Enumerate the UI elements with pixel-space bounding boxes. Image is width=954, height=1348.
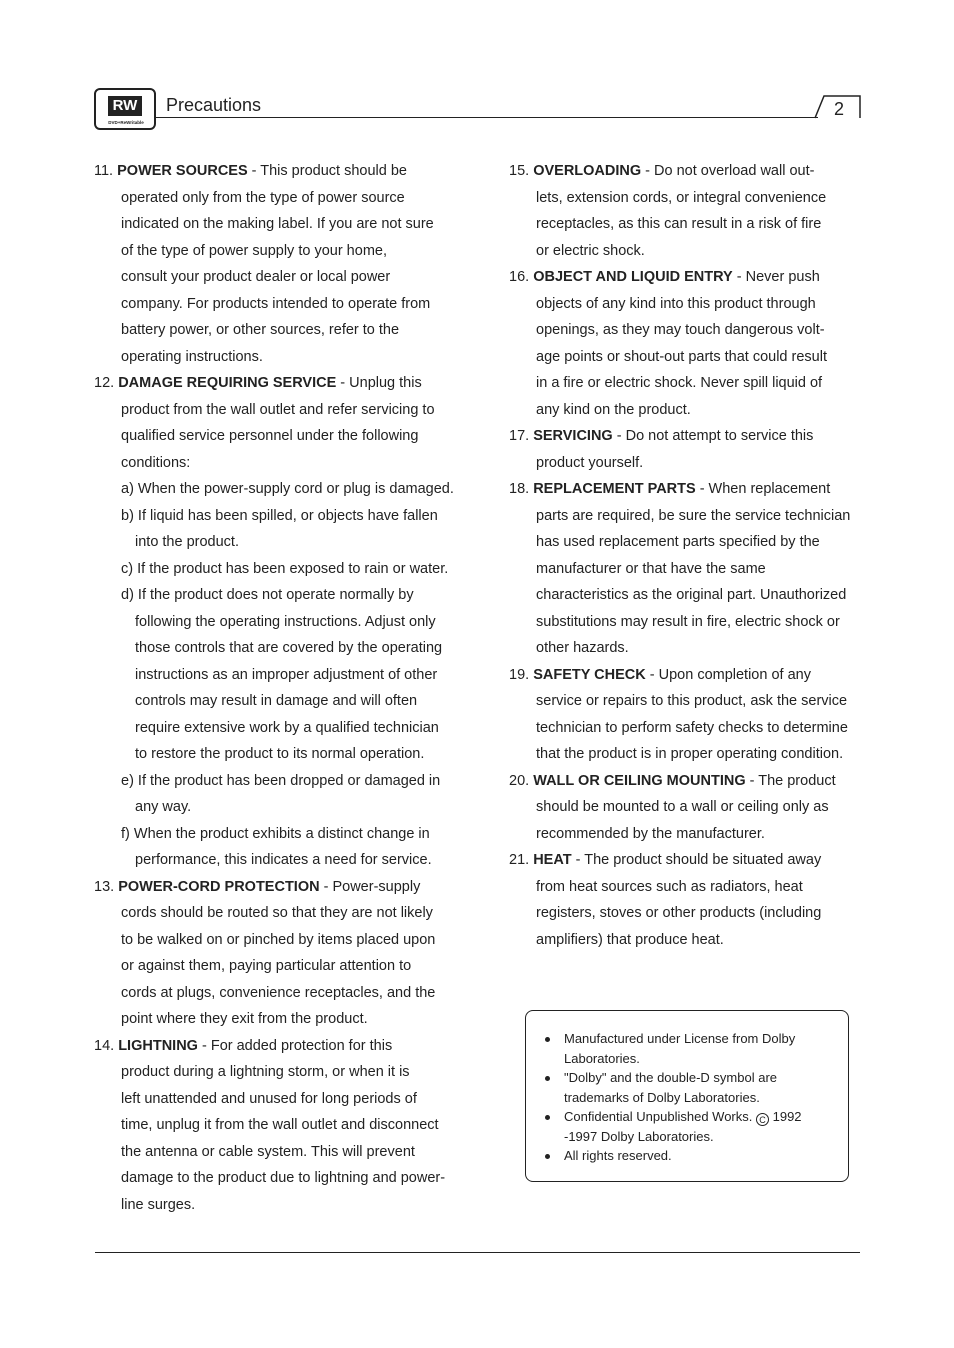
item-heading-text: - The product should be situated away (571, 852, 822, 868)
item-number: 13. (94, 878, 115, 895)
condition-heading: a) When the power-supply cord or plug is damaged. (121, 481, 454, 497)
precaution-heading (509, 264, 869, 291)
condition-text-line: those controls that are covered by the operating (135, 640, 443, 656)
item-text-line: cords should be routed so that they are not likely (121, 905, 433, 921)
item-text-line: operating instructions. (121, 348, 263, 365)
precaution-item (509, 662, 869, 768)
item-text-line: from heat sources such as radiators, heat (536, 878, 803, 895)
item-text-line: line surges. (121, 1196, 196, 1213)
rw-logo-subtext: DVD+ReWritable (108, 120, 144, 125)
item-text-line: left unattended and unused for long periods of (121, 1090, 417, 1107)
condition-item (94, 556, 474, 583)
condition-text-line: require extensive work by a qualified technician (135, 719, 439, 736)
copyright-icon: C (756, 1113, 769, 1126)
item-number: 21. (509, 852, 530, 868)
right-column (509, 158, 869, 953)
dolby-notice-item: Manufactured under License from Dolby Laboratories. (564, 1029, 834, 1068)
precaution-item (509, 423, 869, 476)
dolby-notice-item (564, 1107, 834, 1146)
condition-text-line: to restore the product to its normal operation. (135, 746, 425, 762)
item-heading-text: - Power-supply (319, 878, 421, 895)
condition-item (94, 768, 474, 821)
item-number: 19. (509, 666, 530, 683)
item-text-line: in a fire or electric shock. Never spill liquid of (536, 375, 823, 391)
dolby-notice-box (525, 1010, 849, 1182)
condition-heading: e) If the product has been dropped or damaged in (121, 772, 441, 789)
precaution-item (509, 158, 869, 264)
precaution-heading (94, 158, 474, 185)
item-heading-text: - Do not attempt to service this (612, 428, 814, 444)
dolby-notice-list (526, 1011, 848, 1166)
item-number: 11. (94, 163, 114, 179)
item-title: SERVICING (533, 428, 613, 444)
precaution-heading (509, 476, 869, 503)
header-rule (156, 117, 818, 118)
item-title: SAFETY CHECK (533, 666, 646, 683)
condition-heading: f) When the product exhibits a distinct change in (121, 825, 430, 842)
condition-list (94, 476, 474, 874)
item-title: REPLACEMENT PARTS (533, 481, 696, 497)
item-text-line: technician to perform safety checks to determine (536, 719, 848, 736)
item-text-line: point where they exit from the product. (121, 1011, 368, 1027)
condition-heading: b) If liquid has been spilled, or objects have fallen (121, 507, 438, 524)
condition-text-line: into the product. (135, 534, 239, 550)
item-text-line: substitutions may result in fire, electric shock or (536, 613, 840, 630)
page-number: 2 (834, 99, 845, 119)
item-text-line: time, unplug it from the wall outlet and disconnect (121, 1117, 439, 1133)
item-text-line: qualified service personnel under the following (121, 428, 419, 444)
precaution-item (94, 158, 474, 370)
item-heading-text: - When replacement (695, 481, 831, 497)
precaution-heading (94, 1033, 474, 1060)
precaution-heading (509, 768, 869, 795)
item-title: HEAT (533, 852, 572, 868)
item-text-line: has used replacement parts specified by the (536, 534, 820, 550)
item-number: 17. (509, 428, 530, 444)
item-text-line: or electric shock. (536, 242, 645, 259)
condition-item (94, 821, 474, 874)
precaution-item (94, 1033, 474, 1219)
item-number: 16. (509, 269, 530, 285)
dolby-confidential-text: Confidential Unpublished Works. (564, 1109, 753, 1124)
item-number: 20. (509, 772, 530, 789)
precaution-heading (509, 847, 869, 874)
item-heading-text: - Do not overload wall out- (641, 163, 815, 179)
item-title: OBJECT AND LIQUID ENTRY (533, 269, 733, 285)
item-heading-text: - This product should be (247, 163, 407, 179)
item-text-line: product from the wall outlet and refer servicing to (121, 401, 435, 418)
precaution-item (94, 874, 474, 1033)
condition-text-line: following the operating instructions. Adjust only (135, 613, 436, 630)
item-heading-text: - Upon completion of any (645, 666, 811, 683)
left-column (94, 158, 474, 1218)
item-text-line: recommended by the manufacturer. (536, 825, 765, 842)
precaution-item (509, 476, 869, 662)
condition-text-line: controls may result in damage and will often (135, 693, 418, 709)
precaution-heading (94, 370, 474, 397)
condition-text-line: instructions as an improper adjustment of other (135, 666, 438, 683)
item-text-line: the antenna or cable system. This will prevent (121, 1143, 415, 1160)
condition-item (94, 582, 474, 768)
precaution-heading (509, 423, 869, 450)
item-text-line: registers, stoves or other products (including (536, 905, 822, 921)
item-text-line: age points or shout-out parts that could result (536, 348, 827, 365)
footer-rule (95, 1252, 860, 1253)
item-text-line: parts are required, be sure the service technician (536, 507, 851, 524)
item-title: POWER SOURCES (117, 163, 248, 179)
item-text-line: manufacturer or that have the same (536, 560, 766, 577)
page-header (0, 0, 954, 140)
precaution-item (509, 847, 869, 953)
item-text-line: amplifiers) that produce heat. (536, 931, 724, 948)
dolby-notice-item: All rights reserved. (564, 1146, 834, 1166)
item-text-line: operated only from the type of power source (121, 189, 405, 206)
condition-text-line: performance, this indicates a need for service. (135, 852, 432, 868)
item-title: POWER-CORD PROTECTION (118, 878, 320, 895)
item-text-line: to be walked on or pinched by items placed upon (121, 931, 436, 948)
item-text-line: cords at plugs, convenience receptacles, and the (121, 984, 436, 1001)
item-text-line: that the product is in proper operating condition. (536, 746, 844, 762)
item-title: LIGHTNING (118, 1037, 198, 1054)
item-text-line: product during a lightning storm, or when it is (121, 1064, 410, 1080)
item-text-line: consult your product dealer or local power (121, 269, 391, 285)
item-text-line: product yourself. (536, 454, 644, 471)
precaution-heading (509, 158, 869, 185)
precaution-item (94, 370, 474, 874)
item-number: 12. (94, 375, 115, 391)
item-text-line: of the type of power supply to your home, (121, 242, 387, 259)
item-text-line: battery power, or other sources, refer to the (121, 322, 400, 338)
item-text-line: characteristics as the original part. Unauthorized (536, 587, 847, 603)
dolby-copyright-years: 1992 -1997 Dolby Laboratories. (564, 1109, 802, 1144)
item-heading-text: - Unplug this (336, 375, 422, 391)
item-number: 18. (509, 481, 530, 497)
item-text-line: any kind on the product. (536, 401, 691, 418)
condition-text-line: any way. (135, 799, 192, 815)
item-text-line: other hazards. (536, 640, 629, 656)
item-number: 14. (94, 1037, 115, 1054)
item-heading-text: - The product (745, 772, 836, 789)
condition-item (94, 476, 474, 503)
condition-heading: c) If the product has been exposed to rain or water. (121, 560, 449, 577)
item-text-line: receptacles, as this can result in a risk of fire (536, 216, 822, 232)
precaution-heading (94, 874, 474, 901)
item-text-line: should be mounted to a wall or ceiling only as (536, 799, 829, 815)
precaution-item (509, 768, 869, 848)
item-heading-text: - Never push (732, 269, 820, 285)
page-title: Precautions (166, 95, 262, 115)
item-text-line: objects of any kind into this product through (536, 295, 816, 312)
rw-logo (94, 88, 156, 130)
item-text-line: damage to the product due to lightning and power- (121, 1170, 446, 1186)
precaution-item (509, 264, 869, 423)
item-heading-text: - For added protection for this (197, 1037, 393, 1054)
item-number: 15. (509, 163, 530, 179)
item-text-line: or against them, paying particular attention to (121, 958, 412, 974)
item-text-line: company. For products intended to operate from (121, 295, 431, 312)
condition-item (94, 503, 474, 556)
item-text-line: service or repairs to this product, ask the service (536, 693, 848, 709)
rw-logo-mark: RW (108, 96, 142, 116)
item-text-line: indicated on the making label. If you are not sure (121, 216, 434, 232)
item-text-line: openings, as they may touch dangerous volt- (536, 322, 825, 338)
item-title: OVERLOADING (533, 163, 642, 179)
item-title: WALL OR CEILING MOUNTING (533, 772, 746, 789)
item-title: DAMAGE REQUIRING SERVICE (118, 375, 337, 391)
dolby-notice-item: "Dolby" and the double-D symbol are trademarks of Dolby Laboratories. (564, 1068, 834, 1107)
item-text-line: lets, extension cords, or integral convenience (536, 189, 827, 206)
precaution-heading (509, 662, 869, 689)
item-text-line: conditions: (121, 454, 191, 471)
condition-heading: d) If the product does not operate normally by (121, 587, 414, 603)
